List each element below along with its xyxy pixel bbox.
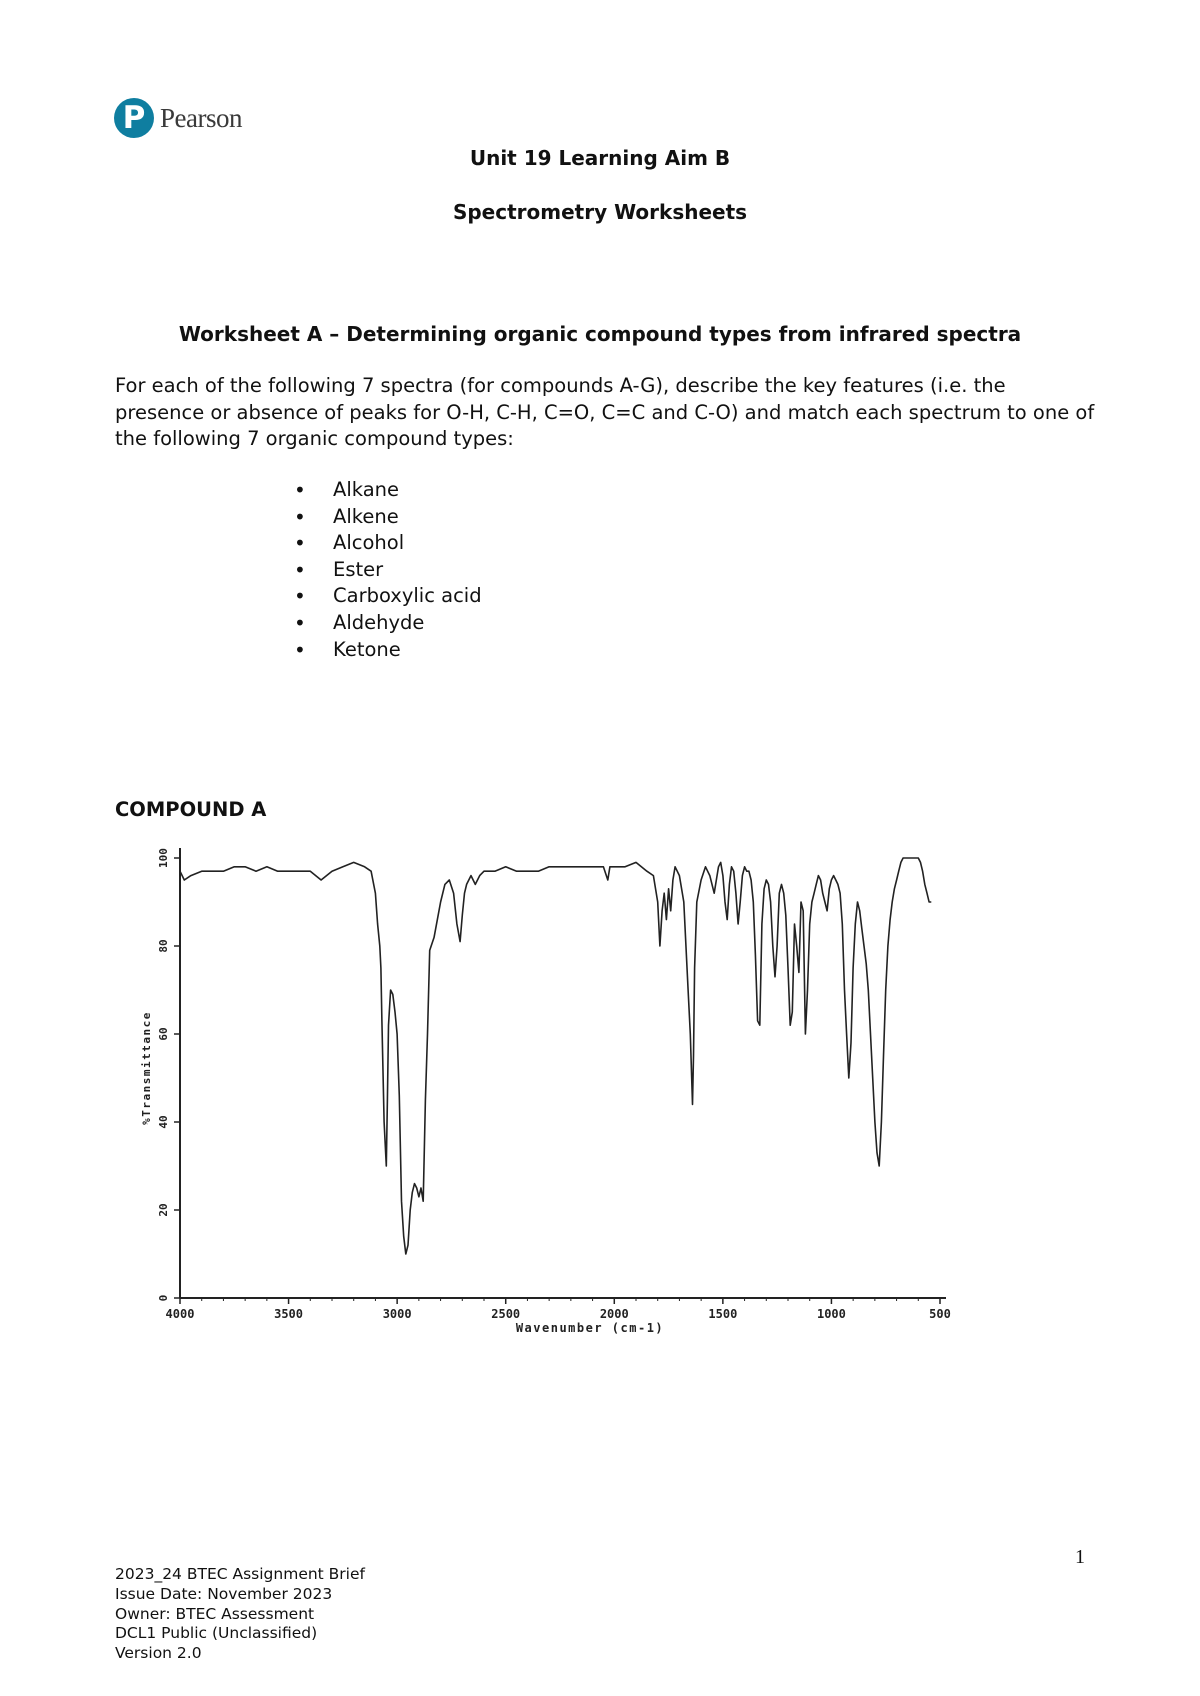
compound-type-list [280,477,482,663]
unit-title: Unit 19 Learning Aim B [469,146,731,170]
compound-label: COMPOUND A [115,798,267,821]
worksheet-title: Worksheet A – Determining organic compound types from infrared spectra [178,322,1022,346]
footer-line: 2023_24 BTEC Assignment Brief [115,1565,365,1583]
list-item: • Ketone [280,637,482,664]
y-tick-label: 60 [157,1027,170,1041]
x-tick-label: 2500 [491,1307,521,1321]
y-tick-label: 20 [157,1203,170,1217]
list-item: • Ester [280,557,482,584]
worksheet-instructions: For each of the following 7 spectra (for compounds A-G), describe the key features (i.e. the presence or absence of peaks for O-H, C-H, C=O, C=C and C-O) and match each spectrum to one of the following 7 organic compound types: [115,374,1095,450]
x-tick-label: 1000 [816,1307,846,1321]
list-item: • Aldehyde [280,610,482,637]
list-item: • Alcohol [280,530,482,557]
document-subtitle: Spectrometry Worksheets [452,200,748,224]
document-footer [115,1565,365,1664]
footer-line: Issue Date: November 2023 [115,1584,333,1603]
list-item: • Alkene [280,504,482,531]
page-number: 1 [1075,1546,1085,1568]
x-tick-label: 500 [929,1307,951,1321]
y-tick-label: 40 [157,1115,170,1129]
footer-line: Owner: BTEC Assessment [115,1604,315,1623]
x-tick-label: 3500 [274,1307,304,1321]
x-tick-label: 1500 [708,1307,738,1321]
series-line-compound-a [180,858,931,1254]
pearson-logo-icon: P [114,98,154,138]
footer-line: DCL1 Public (Unclassified) [115,1624,318,1643]
pearson-wordmark: Pearson [160,102,242,133]
x-tick-label: 2000 [599,1307,629,1321]
y-axis-label: %Transmittance [140,1011,153,1125]
footer-line: Version 2.0 [115,1644,202,1663]
list-item: • Carboxylic acid [280,583,482,610]
x-axis-label: Wavenumber (cm-1) [515,1321,665,1335]
pearson-logo [114,98,242,138]
y-tick-label: 100 [157,848,170,868]
ir-spectrum-chart [120,838,960,1348]
list-item: • Alkane [280,477,482,504]
x-tick-label: 4000 [165,1307,195,1321]
y-tick-label: 0 [157,1294,170,1302]
chart-axes [180,848,946,1298]
x-tick-label: 3000 [382,1307,412,1321]
chart-ticks [157,848,951,1321]
y-tick-label: 80 [157,939,170,953]
